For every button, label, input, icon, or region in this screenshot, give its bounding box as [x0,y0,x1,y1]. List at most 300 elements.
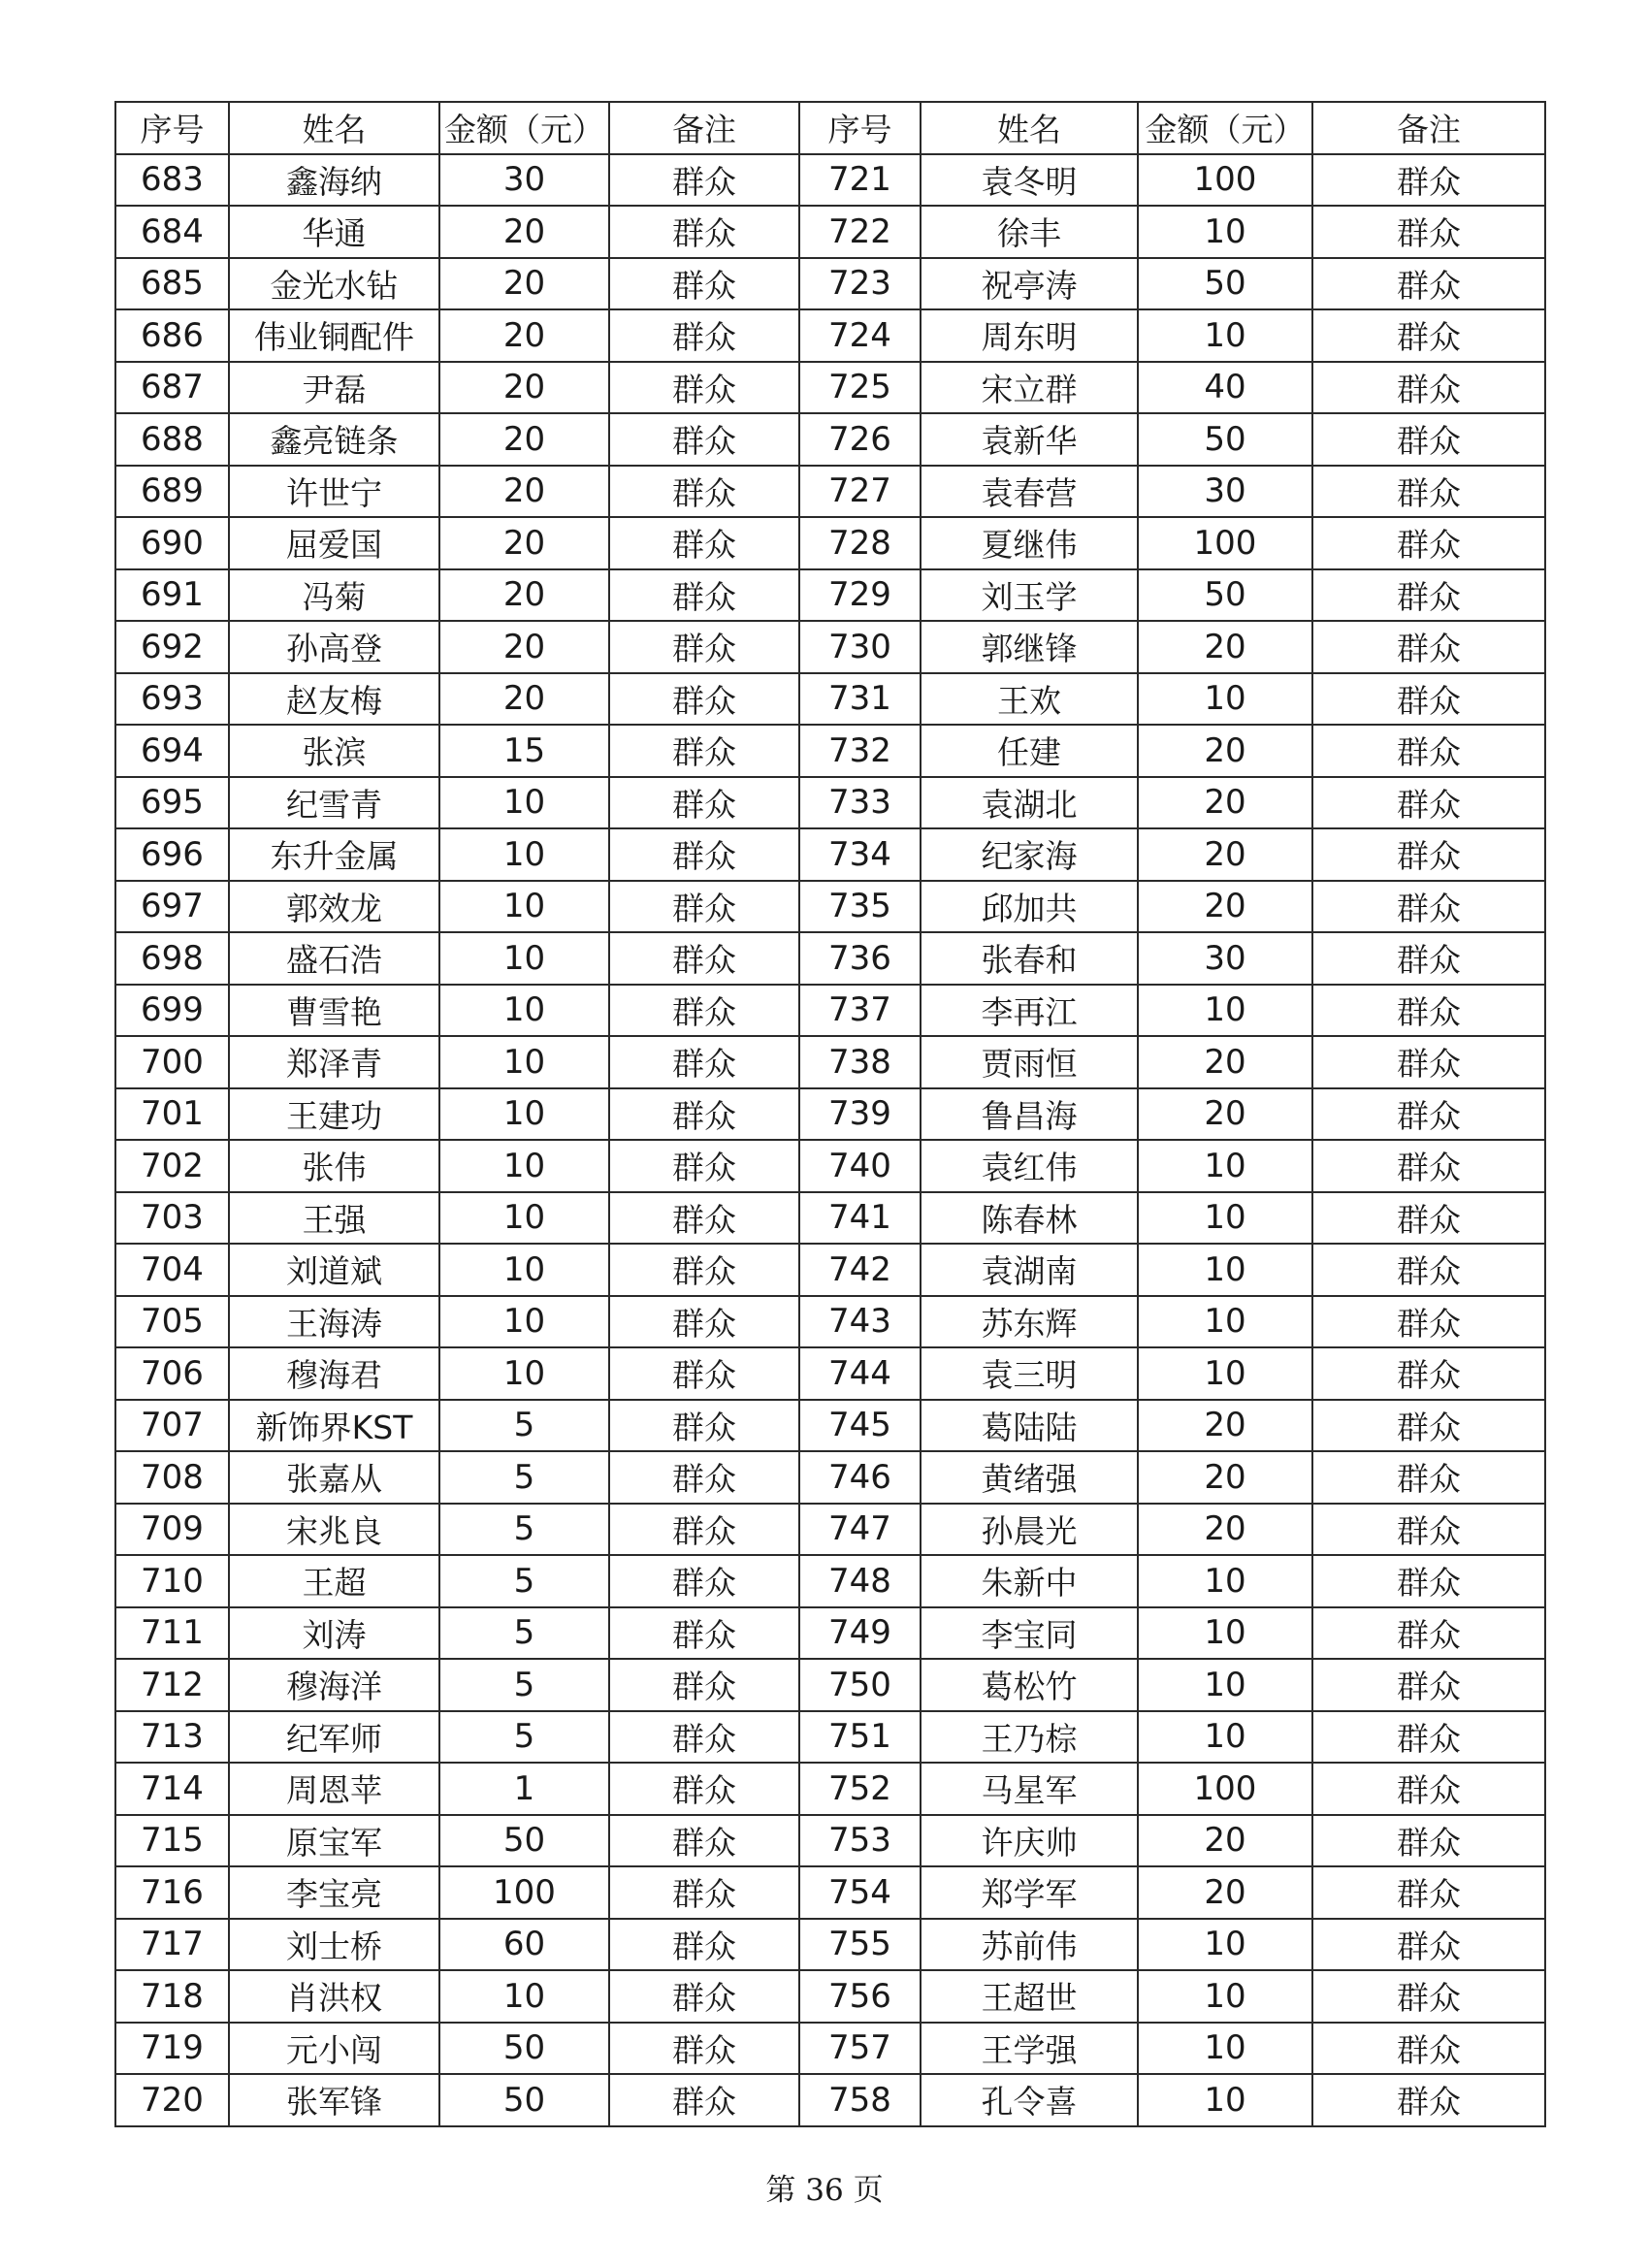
table-row [115,569,1545,622]
cell-note-right: 群众 [1312,1970,1545,2023]
cell-note-left: 群众 [609,1244,799,1296]
cell-note-left: 群众 [609,1347,799,1400]
cell-amount-left: 10 [439,985,609,1037]
cell-no-left: 699 [115,985,229,1037]
cell-name-right: 孙晨光 [921,1504,1138,1556]
cell-no-left: 690 [115,517,229,569]
cell-note-left: 群众 [609,206,799,258]
cell-amount-left: 10 [439,828,609,881]
cell-no-right: 724 [799,309,921,362]
cell-note-right: 群众 [1312,1504,1545,1556]
cell-no-right: 755 [799,1919,921,1971]
cell-note-right: 群众 [1312,777,1545,829]
cell-note-left: 群众 [609,1866,799,1919]
cell-amount-right: 10 [1138,1970,1312,2023]
cell-no-right: 722 [799,206,921,258]
cell-no-left: 687 [115,362,229,414]
cell-amount-right: 10 [1138,309,1312,362]
cell-no-right: 729 [799,569,921,622]
cell-no-right: 721 [799,154,921,207]
cell-note-right: 群众 [1312,1815,1545,1867]
cell-note-right: 群众 [1312,206,1545,258]
cell-name-right: 朱新中 [921,1555,1138,1607]
cell-note-right: 群众 [1312,413,1545,466]
cell-no-left: 697 [115,881,229,933]
cell-note-right: 群众 [1312,881,1545,933]
cell-note-right: 群众 [1312,258,1545,310]
cell-amount-left: 5 [439,1504,609,1556]
cell-no-right: 736 [799,932,921,985]
cell-amount-right: 10 [1138,985,1312,1037]
cell-name-right: 苏前伟 [921,1919,1138,1971]
header-no-right: 序号 [799,102,921,154]
cell-amount-right: 10 [1138,1140,1312,1192]
table-row [115,258,1545,310]
cell-name-left: 刘士桥 [229,1919,439,1971]
cell-no-right: 752 [799,1763,921,1815]
cell-amount-left: 10 [439,1970,609,2023]
cell-amount-right: 20 [1138,1815,1312,1867]
cell-name-right: 王欢 [921,673,1138,726]
cell-name-right: 徐丰 [921,206,1138,258]
cell-name-right: 王学强 [921,2023,1138,2075]
header-note-left: 备注 [609,102,799,154]
cell-name-left: 盛石浩 [229,932,439,985]
cell-no-left: 689 [115,466,229,518]
cell-note-right: 群众 [1312,1763,1545,1815]
cell-no-right: 728 [799,517,921,569]
cell-amount-right: 10 [1138,673,1312,726]
cell-note-left: 群众 [609,881,799,933]
cell-amount-left: 50 [439,2074,609,2126]
cell-no-right: 739 [799,1088,921,1141]
table-row [115,309,1545,362]
cell-no-left: 712 [115,1659,229,1711]
cell-note-left: 群众 [609,154,799,207]
cell-name-right: 马星军 [921,1763,1138,1815]
cell-no-right: 744 [799,1347,921,1400]
cell-note-right: 群众 [1312,1711,1545,1764]
cell-name-right: 葛陆陆 [921,1400,1138,1452]
cell-name-left: 王建功 [229,1088,439,1141]
cell-name-right: 郭继锋 [921,621,1138,673]
cell-note-left: 群众 [609,1036,799,1088]
cell-no-right: 751 [799,1711,921,1764]
cell-amount-right: 50 [1138,258,1312,310]
cell-amount-left: 50 [439,1815,609,1867]
cell-amount-right: 20 [1138,1088,1312,1141]
cell-no-left: 710 [115,1555,229,1607]
table-row [115,1036,1545,1088]
cell-amount-left: 20 [439,206,609,258]
table-row [115,1970,1545,2023]
cell-no-right: 738 [799,1036,921,1088]
cell-name-right: 夏继伟 [921,517,1138,569]
cell-name-left: 新饰界KST [229,1400,439,1452]
cell-note-left: 群众 [609,1504,799,1556]
cell-amount-left: 20 [439,569,609,622]
cell-note-left: 群众 [609,309,799,362]
cell-note-right: 群众 [1312,985,1545,1037]
cell-note-right: 群众 [1312,725,1545,777]
cell-note-right: 群众 [1312,1140,1545,1192]
cell-no-left: 686 [115,309,229,362]
cell-name-left: 赵友梅 [229,673,439,726]
cell-name-left: 伟业铜配件 [229,309,439,362]
cell-amount-left: 100 [439,1866,609,1919]
cell-amount-right: 10 [1138,1244,1312,1296]
cell-note-left: 群众 [609,1296,799,1348]
cell-name-left: 刘涛 [229,1607,439,1660]
table-row [115,1659,1545,1711]
cell-name-right: 任建 [921,725,1138,777]
cell-name-right: 袁春营 [921,466,1138,518]
table-row [115,1400,1545,1452]
cell-no-left: 695 [115,777,229,829]
cell-name-left: 李宝亮 [229,1866,439,1919]
cell-note-left: 群众 [609,1970,799,2023]
cell-note-right: 群众 [1312,621,1545,673]
table-row [115,828,1545,881]
cell-note-left: 群众 [609,258,799,310]
cell-note-right: 群众 [1312,1088,1545,1141]
cell-note-right: 群众 [1312,1296,1545,1348]
cell-no-left: 688 [115,413,229,466]
cell-no-left: 693 [115,673,229,726]
cell-no-left: 718 [115,1970,229,2023]
cell-no-right: 731 [799,673,921,726]
cell-note-right: 群众 [1312,1036,1545,1088]
cell-no-right: 747 [799,1504,921,1556]
cell-no-left: 683 [115,154,229,207]
cell-no-right: 730 [799,621,921,673]
cell-no-left: 691 [115,569,229,622]
cell-note-right: 群众 [1312,932,1545,985]
cell-no-right: 753 [799,1815,921,1867]
cell-amount-right: 50 [1138,569,1312,622]
cell-note-left: 群众 [609,725,799,777]
cell-no-right: 748 [799,1555,921,1607]
cell-name-right: 王超世 [921,1970,1138,2023]
cell-note-left: 群众 [609,569,799,622]
cell-name-right: 苏东辉 [921,1296,1138,1348]
cell-amount-right: 20 [1138,1504,1312,1556]
table-row [115,1451,1545,1504]
cell-amount-left: 20 [439,413,609,466]
cell-no-left: 692 [115,621,229,673]
cell-name-right: 袁三明 [921,1347,1138,1400]
cell-note-left: 群众 [609,777,799,829]
cell-name-left: 周恩苹 [229,1763,439,1815]
cell-name-right: 袁新华 [921,413,1138,466]
table-row [115,1866,1545,1919]
cell-note-left: 群众 [609,1400,799,1452]
cell-note-left: 群众 [609,517,799,569]
cell-amount-right: 10 [1138,1192,1312,1245]
cell-note-right: 群众 [1312,1919,1545,1971]
cell-amount-left: 5 [439,1711,609,1764]
table-header-row [115,102,1545,154]
table-body [115,154,1545,2126]
cell-no-left: 704 [115,1244,229,1296]
table-row [115,985,1545,1037]
cell-no-left: 716 [115,1866,229,1919]
cell-no-right: 733 [799,777,921,829]
header-name-left: 姓名 [229,102,439,154]
cell-name-right: 张春和 [921,932,1138,985]
cell-name-left: 张军锋 [229,2074,439,2126]
header-note-right: 备注 [1312,102,1545,154]
table-row [115,1244,1545,1296]
cell-note-right: 群众 [1312,1244,1545,1296]
cell-name-right: 袁湖北 [921,777,1138,829]
cell-note-right: 群众 [1312,1659,1545,1711]
cell-amount-right: 20 [1138,828,1312,881]
cell-name-left: 刘道斌 [229,1244,439,1296]
cell-amount-left: 30 [439,154,609,207]
cell-no-right: 737 [799,985,921,1037]
cell-name-left: 原宝军 [229,1815,439,1867]
cell-amount-right: 30 [1138,932,1312,985]
cell-note-right: 群众 [1312,362,1545,414]
cell-no-left: 700 [115,1036,229,1088]
cell-name-left: 鑫海纳 [229,154,439,207]
cell-name-left: 肖洪权 [229,1970,439,2023]
cell-note-left: 群众 [609,1659,799,1711]
cell-no-right: 725 [799,362,921,414]
cell-no-right: 750 [799,1659,921,1711]
cell-amount-left: 20 [439,466,609,518]
header-no-left: 序号 [115,102,229,154]
cell-name-left: 纪雪青 [229,777,439,829]
cell-note-left: 群众 [609,1815,799,1867]
cell-no-right: 732 [799,725,921,777]
cell-no-right: 723 [799,258,921,310]
table-row [115,1919,1545,1971]
cell-name-left: 冯菊 [229,569,439,622]
cell-amount-left: 1 [439,1763,609,1815]
table-row [115,621,1545,673]
cell-note-left: 群众 [609,621,799,673]
cell-amount-left: 10 [439,1347,609,1400]
table-row [115,206,1545,258]
cell-note-left: 群众 [609,1919,799,1971]
table-row [115,1815,1545,1867]
cell-name-right: 袁冬明 [921,154,1138,207]
cell-no-right: 745 [799,1400,921,1452]
cell-no-right: 727 [799,466,921,518]
cell-name-right: 邱加共 [921,881,1138,933]
cell-name-left: 郑泽青 [229,1036,439,1088]
cell-no-right: 743 [799,1296,921,1348]
table-row [115,1711,1545,1764]
table-row [115,517,1545,569]
cell-amount-right: 20 [1138,1451,1312,1504]
cell-name-left: 王超 [229,1555,439,1607]
table-row [115,673,1545,726]
cell-amount-right: 30 [1138,466,1312,518]
cell-amount-left: 20 [439,258,609,310]
cell-amount-left: 10 [439,1036,609,1088]
cell-no-left: 719 [115,2023,229,2075]
cell-amount-left: 10 [439,1088,609,1141]
cell-amount-right: 20 [1138,621,1312,673]
cell-name-right: 陈春林 [921,1192,1138,1245]
cell-no-left: 696 [115,828,229,881]
cell-amount-left: 10 [439,777,609,829]
table-row [115,1763,1545,1815]
table-row [115,466,1545,518]
cell-amount-right: 100 [1138,1763,1312,1815]
cell-note-left: 群众 [609,1763,799,1815]
cell-name-left: 宋兆良 [229,1504,439,1556]
cell-name-right: 袁湖南 [921,1244,1138,1296]
cell-no-left: 711 [115,1607,229,1660]
cell-name-right: 周东明 [921,309,1138,362]
cell-name-left: 曹雪艳 [229,985,439,1037]
cell-amount-left: 20 [439,309,609,362]
cell-amount-right: 10 [1138,1296,1312,1348]
cell-name-right: 许庆帅 [921,1815,1138,1867]
table-row [115,2023,1545,2075]
cell-no-right: 749 [799,1607,921,1660]
cell-amount-left: 10 [439,932,609,985]
cell-name-right: 王乃棕 [921,1711,1138,1764]
cell-name-left: 华通 [229,206,439,258]
table-row [115,1140,1545,1192]
cell-name-right: 葛松竹 [921,1659,1138,1711]
cell-note-right: 群众 [1312,1451,1545,1504]
header-amount-right: 金额（元） [1138,102,1312,154]
table-row [115,1555,1545,1607]
cell-name-right: 纪家海 [921,828,1138,881]
cell-amount-left: 10 [439,1140,609,1192]
cell-note-left: 群众 [609,1555,799,1607]
table-row [115,1607,1545,1660]
cell-note-left: 群众 [609,1607,799,1660]
cell-amount-right: 20 [1138,1036,1312,1088]
cell-no-left: 717 [115,1919,229,1971]
table-row [115,1347,1545,1400]
cell-note-left: 群众 [609,985,799,1037]
cell-amount-right: 20 [1138,725,1312,777]
cell-note-left: 群众 [609,932,799,985]
table-row [115,1296,1545,1348]
cell-no-left: 705 [115,1296,229,1348]
page-number: 第 36 页 [765,2173,884,2208]
cell-amount-left: 50 [439,2023,609,2075]
cell-note-left: 群众 [609,1711,799,1764]
cell-no-left: 714 [115,1763,229,1815]
cell-name-left: 尹磊 [229,362,439,414]
cell-note-left: 群众 [609,413,799,466]
table-row [115,1504,1545,1556]
cell-note-right: 群众 [1312,2023,1545,2075]
cell-amount-right: 10 [1138,1659,1312,1711]
table-row [115,1088,1545,1141]
cell-no-left: 720 [115,2074,229,2126]
table-row [115,154,1545,207]
cell-no-left: 685 [115,258,229,310]
cell-amount-right: 10 [1138,1711,1312,1764]
cell-note-left: 群众 [609,1140,799,1192]
cell-amount-right: 10 [1138,206,1312,258]
cell-amount-left: 10 [439,1192,609,1245]
cell-amount-right: 100 [1138,154,1312,207]
cell-amount-right: 40 [1138,362,1312,414]
cell-amount-left: 20 [439,621,609,673]
cell-no-left: 709 [115,1504,229,1556]
cell-no-right: 756 [799,1970,921,2023]
cell-name-left: 孙高登 [229,621,439,673]
cell-name-left: 张伟 [229,1140,439,1192]
cell-note-left: 群众 [609,362,799,414]
cell-amount-left: 20 [439,673,609,726]
cell-name-left: 郭效龙 [229,881,439,933]
cell-name-right: 袁红伟 [921,1140,1138,1192]
cell-name-right: 李宝同 [921,1607,1138,1660]
table-row [115,881,1545,933]
cell-amount-left: 5 [439,1555,609,1607]
cell-note-right: 群众 [1312,517,1545,569]
cell-amount-right: 10 [1138,2023,1312,2075]
cell-amount-left: 20 [439,362,609,414]
cell-name-right: 黄绪强 [921,1451,1138,1504]
cell-amount-left: 20 [439,517,609,569]
cell-amount-right: 10 [1138,1919,1312,1971]
cell-no-left: 694 [115,725,229,777]
cell-no-left: 708 [115,1451,229,1504]
cell-note-left: 群众 [609,828,799,881]
cell-amount-left: 60 [439,1919,609,1971]
cell-name-left: 元小闯 [229,2023,439,2075]
cell-name-right: 孔令喜 [921,2074,1138,2126]
cell-no-right: 741 [799,1192,921,1245]
cell-amount-right: 100 [1138,517,1312,569]
cell-name-right: 鲁昌海 [921,1088,1138,1141]
cell-no-right: 754 [799,1866,921,1919]
cell-amount-right: 20 [1138,881,1312,933]
cell-no-left: 698 [115,932,229,985]
header-amount-left: 金额（元） [439,102,609,154]
cell-note-right: 群众 [1312,466,1545,518]
table-row [115,777,1545,829]
cell-amount-left: 10 [439,1296,609,1348]
cell-name-left: 张滨 [229,725,439,777]
cell-note-left: 群众 [609,1192,799,1245]
cell-name-right: 李再江 [921,985,1138,1037]
cell-name-left: 东升金属 [229,828,439,881]
cell-name-left: 张嘉从 [229,1451,439,1504]
cell-no-right: 740 [799,1140,921,1192]
table-row [115,413,1545,466]
cell-amount-left: 10 [439,1244,609,1296]
cell-note-right: 群众 [1312,2074,1545,2126]
cell-amount-left: 5 [439,1607,609,1660]
cell-no-right: 742 [799,1244,921,1296]
cell-name-left: 穆海洋 [229,1659,439,1711]
cell-note-right: 群众 [1312,828,1545,881]
cell-no-left: 684 [115,206,229,258]
cell-amount-right: 10 [1138,1607,1312,1660]
cell-no-left: 707 [115,1400,229,1452]
cell-note-right: 群众 [1312,1866,1545,1919]
table-row [115,2074,1545,2126]
cell-no-left: 703 [115,1192,229,1245]
cell-name-right: 祝亭涛 [921,258,1138,310]
cell-name-right: 贾雨恒 [921,1036,1138,1088]
cell-note-right: 群众 [1312,569,1545,622]
